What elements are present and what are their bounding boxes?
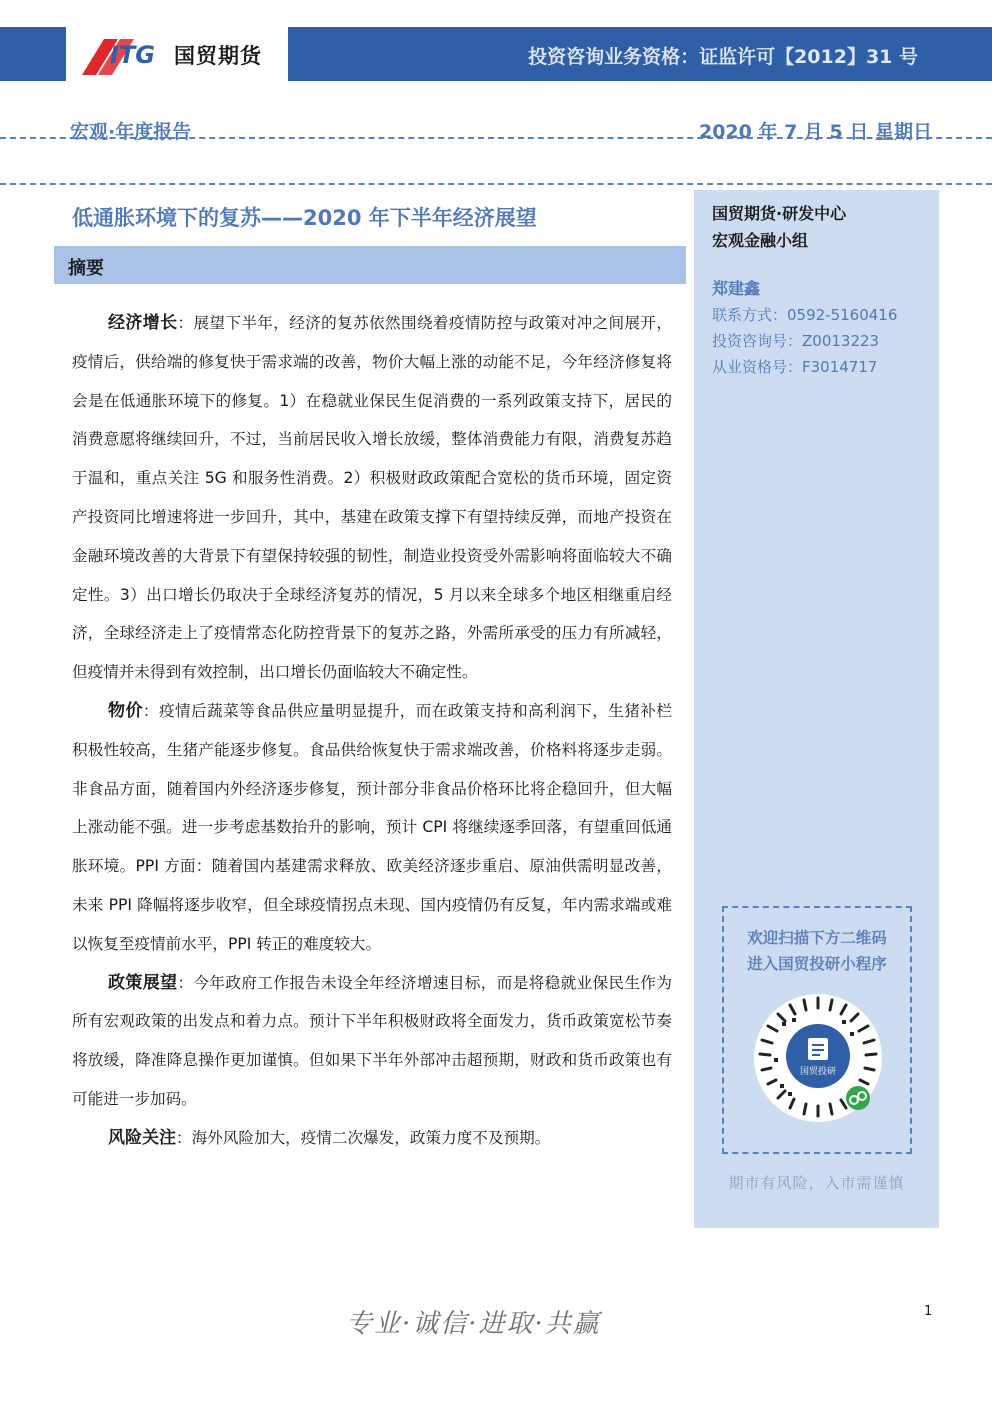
company-logo <box>66 27 288 81</box>
page-number: 1 <box>924 1304 933 1319</box>
logo-mark-text: ITG <box>110 41 155 69</box>
sidebar <box>694 190 939 1228</box>
team-name: 宏观金融小组 <box>712 231 809 250</box>
company-slogan: 专业·诚信·进取·共赢 <box>346 1309 601 1339</box>
dept-info <box>712 200 846 254</box>
mini-program-qr-icon[interactable] <box>752 992 884 1124</box>
paragraph-head: 经济增长 <box>108 313 178 333</box>
paragraph-head: 政策展望 <box>108 972 178 993</box>
paragraph-policy <box>72 964 672 1119</box>
qualification-text: 投资咨询业务资格：证监许可【2012】31 号 <box>528 46 918 68</box>
qr-caption-line2: 进入国贸投研小程序 <box>747 955 887 973</box>
dept-name: 国贸期货·研发中心 <box>712 204 847 223</box>
subheader <box>0 113 992 143</box>
logo-text: 国贸期货 <box>174 44 262 68</box>
report-title: 低通胀环境下的复苏——2020 年下半年经济展望 <box>72 206 537 230</box>
license-number: 从业资格号：F3014717 <box>712 358 878 376</box>
report-category: 宏观·年度报告 <box>70 121 192 143</box>
paragraph-text: ：展望下半年，经济的复苏依然围绕着疫情防控与政策对冲之间展开，疫情后，供给端的修复快于需求端的改善，物价大幅上涨的动能不足，今年经济修复将会是在低通胀环境下的修复。1）在稳就业保民生促消费的一系列政策支持下，居民的消费意愿将继续回升，不过，当前居民收入增长放缓，整体消费能力有限，消费复苏趋于温和，重点关注 5G 和服务性消费。2）积极财政政策配合宽松的货币环境，固定资产投资同比增速将进一步回升，其中，基建在政策支撑下有望持续反弹，而地产投资在金融环境改善的大背景下有望保持较强的韧性，制造业投资受外需影响将面临较大不确定性。3）出口增长仍取决于全球经济复苏的情况，5 月以来全球多个地区相继重启经济，全球经济走上了疫情常态化防控背景下的复苏之路，外需所承受的压力有所减轻，但疫情并未得到有效控制，出口增长仍面临较大不确定性。 <box>72 314 672 682</box>
qr-box <box>722 906 912 1154</box>
paragraph-text: ：今年政府工作报告未设全年经济增速目标，而是将稳就业保民生作为所有宏观政策的出发点和着力点。预计下半年积极财政将全面发力，货币政策宽松节奏将放缓，降准降息操作更加谨慎。但如果下半年外部冲击超预期，财政和货币政策也有可能进一步加码。 <box>72 973 672 1108</box>
paragraph-risk <box>72 1119 672 1158</box>
risk-warning: 期市有风险，入市需谨慎 <box>728 1174 905 1192</box>
consult-number: 投资咨询号：Z0013223 <box>712 332 880 350</box>
paragraph-text: ：海外风险加大，疫情二次爆发，政策力度不及预期。 <box>176 1128 551 1147</box>
summary-label: 摘要 <box>68 258 104 279</box>
qr-center-label: 国贸投研 <box>799 1067 837 1077</box>
paragraph-head: 风险关注 <box>108 1127 176 1148</box>
report-date: 2020 年 7 月 5 日 星期日 <box>698 121 932 143</box>
contact-phone: 联系方式：0592-5160416 <box>712 306 898 324</box>
paragraph-prices <box>72 692 672 964</box>
report-body <box>72 304 672 1158</box>
paragraph-growth <box>72 304 672 692</box>
divider-dashed <box>0 183 992 185</box>
qr-caption-line1: 欢迎扫描下方二维码 <box>747 929 887 947</box>
paragraph-text: ：疫情后蔬菜等食品供应量明显提升，而在政策支持和高利润下，生猪补栏积极性较高，生猪产能逐步修复。食品供给恢复快于需求端改善，价格料将逐步走弱。非食品方面，随着国内外经济逐步修复，预计部分非食品价格环比将企稳回升，但大幅上涨动能不强。进一步考虑基数抬升的影响，预计 CPI 将继续逐季回落，有望重回低通胀环境。PPI 方面：随着国内基建需求释放、欧美经济逐步重启、原油供需明显改善，未来 PPI 降幅将逐步收窄，但全球疫情拐点未现、国内疫情仍有反复，年内需求端或难以恢复至疫情前水平，PPI 转正的难度较大。 <box>72 701 672 953</box>
analyst-name: 郑建鑫 <box>712 279 761 298</box>
summary-bar <box>54 246 686 284</box>
paragraph-head: 物价 <box>108 700 143 721</box>
